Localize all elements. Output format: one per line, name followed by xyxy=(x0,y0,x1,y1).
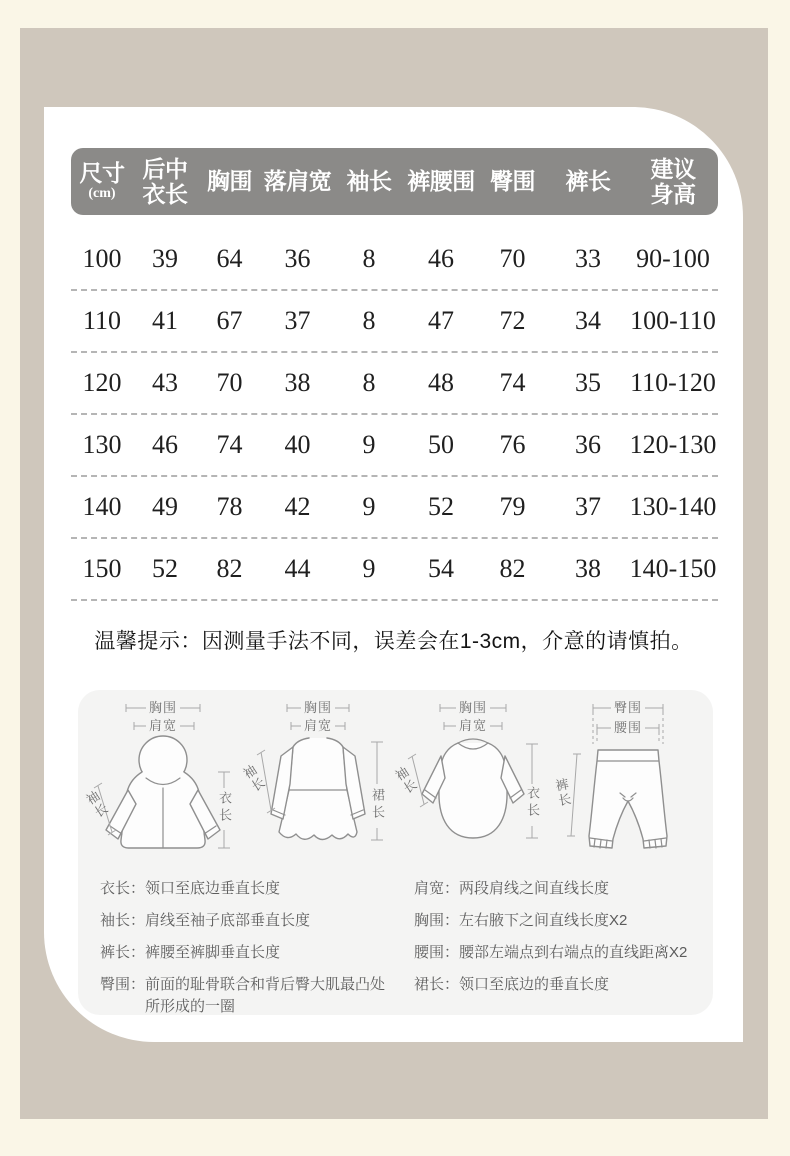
definition-text: 裤腰至裤脚垂直长度 xyxy=(145,944,281,961)
pants-hip-label: 臀围 xyxy=(613,700,642,715)
bodysuit-sleeve-length-label: 袖长 xyxy=(391,764,420,798)
table-cell: 82 xyxy=(499,554,526,583)
header-pants-waist-label: 裤腰围 xyxy=(407,168,475,194)
table-cell: 52 xyxy=(428,492,454,521)
table-cell: 39 xyxy=(152,244,178,273)
table-cell: 120-130 xyxy=(629,430,717,459)
table-row xyxy=(71,539,718,601)
header-height-line2: 身高 xyxy=(650,180,696,207)
table-cell: 130-140 xyxy=(629,492,717,521)
dress-skirt-length-label: 裙长 xyxy=(370,788,385,822)
table-cell: 72 xyxy=(499,306,526,335)
diagram-pants xyxy=(553,698,703,868)
header-back-length-line1: 后中 xyxy=(142,155,188,182)
header-cell-pants-waist xyxy=(405,169,477,194)
header-pants-length-label: 裤长 xyxy=(565,168,611,194)
table-cell: 140-150 xyxy=(629,554,717,583)
definition-skirt-length xyxy=(414,974,696,996)
table-cell: 78 xyxy=(216,492,243,521)
header-cell-back-length xyxy=(133,157,197,207)
table-cell: 150 xyxy=(82,554,122,583)
table-cell: 34 xyxy=(575,306,601,335)
definition-text: 肩线至袖子底部垂直长度 xyxy=(145,912,311,929)
table-cell: 38 xyxy=(284,368,311,397)
table-cell: 100-110 xyxy=(630,306,716,335)
definition-pants-length xyxy=(100,942,400,964)
definition-term: 衣长： xyxy=(100,880,146,897)
table-cell: 33 xyxy=(575,244,601,273)
definition-hip xyxy=(100,974,400,1018)
table-cell: 130 xyxy=(82,430,122,459)
definition-text: 腰部左端点到右端点的直线距离X2 xyxy=(459,944,688,961)
measure-definitions xyxy=(100,878,696,1028)
header-size-label: 尺寸 xyxy=(79,160,125,186)
table-cell: 9 xyxy=(362,492,376,521)
dress-sleeve-length-label: 袖长 xyxy=(239,762,268,796)
dress-chest-label: 胸围 xyxy=(303,700,332,715)
table-cell: 37 xyxy=(575,492,601,521)
table-cell: 9 xyxy=(362,430,376,459)
table-cell: 49 xyxy=(152,492,178,521)
jacket-chest-label: 胸围 xyxy=(148,700,177,715)
table-row xyxy=(71,229,718,291)
header-cell-pants-length xyxy=(548,169,628,194)
table-cell: 82 xyxy=(216,554,243,583)
definition-shoulder-width xyxy=(414,878,696,900)
table-cell: 8 xyxy=(362,368,376,397)
table-cell: 41 xyxy=(152,306,178,335)
table-cell: 70 xyxy=(216,368,243,397)
definition-term: 裙长： xyxy=(414,976,460,993)
dress-shoulder-label: 肩宽 xyxy=(303,718,332,733)
table-cell: 79 xyxy=(499,492,526,521)
table-cell: 37 xyxy=(284,306,311,335)
definition-sleeve-length xyxy=(100,910,400,932)
pants-length-label: 裤长 xyxy=(552,776,573,810)
header-size-unit: (cm) xyxy=(88,186,116,201)
table-cell: 67 xyxy=(216,306,243,335)
definition-text: 左右腋下之间直线长度X2 xyxy=(459,912,628,929)
table-cell: 44 xyxy=(284,554,311,583)
table-cell: 43 xyxy=(152,368,178,397)
table-cell: 54 xyxy=(428,554,454,583)
definition-body-length xyxy=(100,878,400,900)
jacket-shoulder-label: 肩宽 xyxy=(148,718,177,733)
definition-term: 袖长： xyxy=(100,912,146,929)
table-cell: 74 xyxy=(499,368,526,397)
definition-text: 领口至底边的垂直长度 xyxy=(459,976,610,993)
pants-waist-label: 腰围 xyxy=(613,720,642,735)
table-cell: 8 xyxy=(362,306,376,335)
table-cell: 120 xyxy=(82,368,122,397)
jacket-body-length-label: 衣长 xyxy=(217,791,232,825)
definition-term: 腰围： xyxy=(414,944,460,961)
table-row xyxy=(71,291,718,353)
definition-text: 前面的耻骨联合和背后臀大肌最凸处所形成的一圈 xyxy=(145,976,386,1015)
table-cell: 140 xyxy=(82,492,122,521)
table-cell: 36 xyxy=(284,244,311,273)
header-back-length-line2: 衣长 xyxy=(142,180,188,207)
table-row xyxy=(71,353,718,415)
diagram-jacket xyxy=(82,698,238,868)
header-sleeve-label: 袖长 xyxy=(346,168,392,194)
measure-guide-panel xyxy=(78,690,713,1015)
size-table-body xyxy=(71,229,718,601)
header-hip-label: 臀围 xyxy=(490,168,535,194)
header-cell-chest xyxy=(197,169,262,194)
header-cell-height xyxy=(628,157,718,207)
table-cell: 42 xyxy=(284,492,311,521)
table-cell: 35 xyxy=(575,368,601,397)
header-cell-hip xyxy=(477,169,548,194)
diagram-bodysuit xyxy=(391,698,548,868)
table-row xyxy=(71,415,718,477)
table-cell: 90-100 xyxy=(636,244,710,273)
table-cell: 40 xyxy=(284,430,311,459)
table-cell: 70 xyxy=(499,244,526,273)
table-cell: 8 xyxy=(362,244,376,273)
definition-term: 裤长： xyxy=(100,944,146,961)
bodysuit-body-length-label: 衣长 xyxy=(525,786,540,820)
bodysuit-chest-label: 胸围 xyxy=(458,700,487,715)
definition-term: 臀围： xyxy=(100,976,146,993)
table-cell: 9 xyxy=(362,554,376,583)
definition-term: 胸围： xyxy=(414,912,460,929)
definition-waist xyxy=(414,942,696,964)
header-chest-label: 胸围 xyxy=(207,168,252,194)
jacket-sleeve-length-label: 袖长 xyxy=(82,788,111,822)
table-cell: 47 xyxy=(428,306,454,335)
definitions-right-column xyxy=(414,878,696,1028)
size-chart-card xyxy=(44,107,743,1042)
table-cell: 52 xyxy=(152,554,178,583)
definition-text: 两段肩线之间直线长度 xyxy=(459,880,610,897)
table-row xyxy=(71,477,718,539)
table-cell: 74 xyxy=(216,430,243,459)
garment-diagrams-row xyxy=(78,698,713,870)
size-table-header xyxy=(71,148,718,215)
header-cell-sleeve xyxy=(333,169,405,194)
table-cell: 76 xyxy=(499,430,526,459)
definitions-left-column xyxy=(100,878,400,1028)
bodysuit-shoulder-label: 肩宽 xyxy=(458,718,487,733)
table-cell: 36 xyxy=(575,430,601,459)
header-shoulder-label: 落肩宽 xyxy=(263,168,332,194)
table-cell: 46 xyxy=(152,430,178,459)
table-cell: 110-120 xyxy=(630,368,716,397)
diagram-dress xyxy=(239,698,393,868)
table-cell: 110 xyxy=(82,306,122,335)
table-cell: 50 xyxy=(428,430,454,459)
table-cell: 46 xyxy=(428,244,454,273)
table-cell: 64 xyxy=(216,244,243,273)
table-cell: 48 xyxy=(428,368,454,397)
header-cell-shoulder xyxy=(262,169,333,194)
header-height-line1: 建议 xyxy=(650,155,696,182)
definition-text: 领口至底边垂直长度 xyxy=(145,880,281,897)
definition-chest xyxy=(414,910,696,932)
table-cell: 38 xyxy=(575,554,601,583)
table-cell: 100 xyxy=(82,244,122,273)
header-cell-size xyxy=(71,161,133,202)
measure-tip-text: 温馨提示：因测量手法不同，误差会在1-3cm，介意的请慎拍。 xyxy=(94,630,693,653)
definition-term: 肩宽： xyxy=(414,880,460,897)
